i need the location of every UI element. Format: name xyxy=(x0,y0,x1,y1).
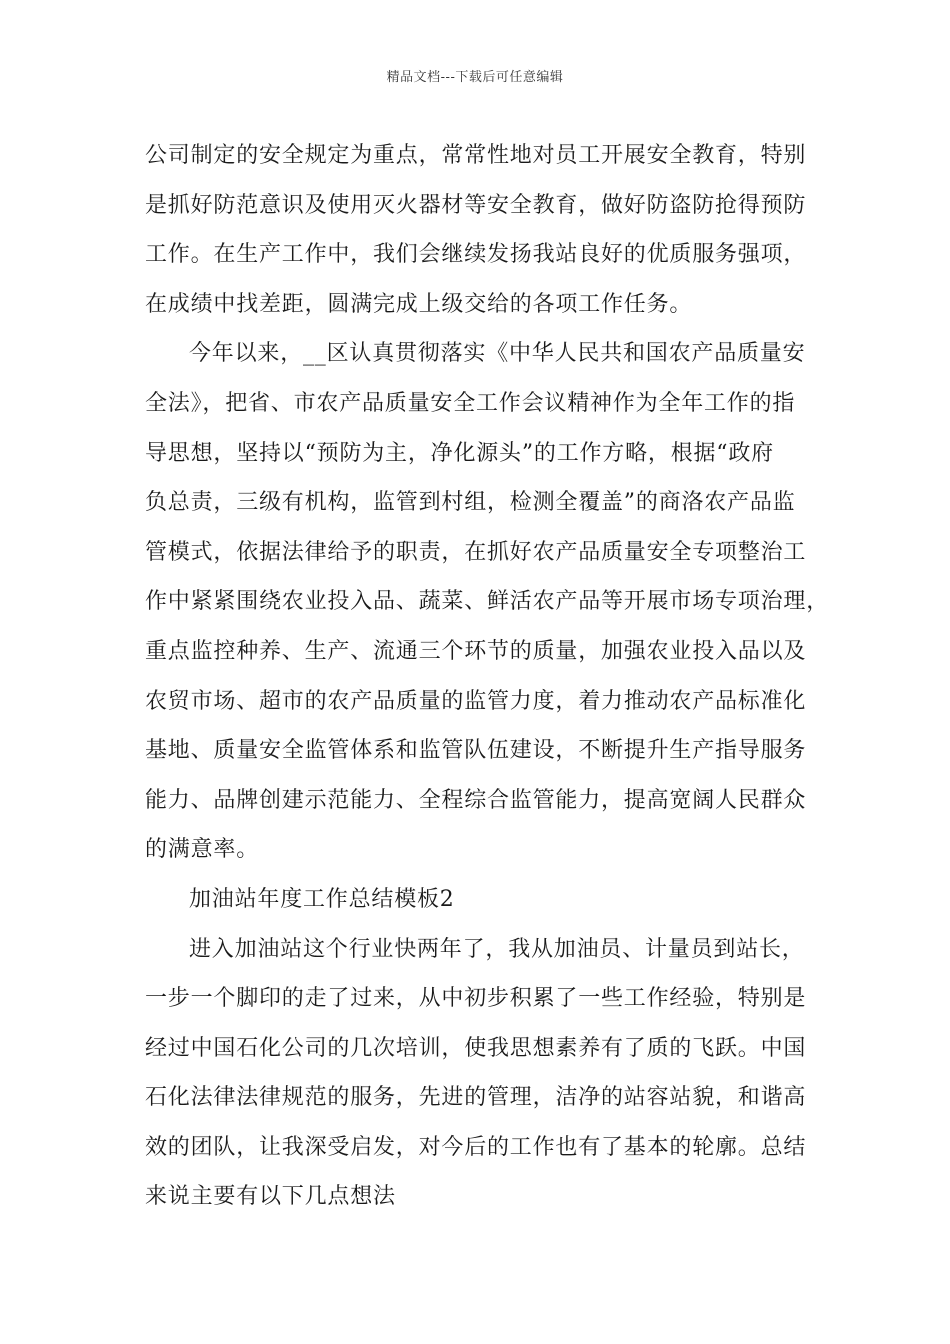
section-heading: 加油站年度工作总结模板2 xyxy=(189,886,455,912)
text-line: 一步一个脚印的走了过来，从中初步积累了一些工作经验，特别是 xyxy=(145,986,807,1012)
text-line: 作中紧紧围绕农业投入品、蔬菜、鲜活农产品等开展市场专项治理， xyxy=(145,589,830,615)
text-line: 导思想，坚持以“预防为主，净化源头”的工作方略，根据“政府 xyxy=(145,440,774,466)
text-line: 石化法律法律规范的服务，先进的管理，洁净的站容站貌，和谐高 xyxy=(145,1085,807,1111)
text-line: 负总责，三级有机构，监管到村组，检测全覆盖”的商洛农产品监 xyxy=(145,490,796,516)
text-line: 来说主要有以下几点想法 xyxy=(145,1184,396,1210)
text-line: 基地、质量安全监管体系和监管队伍建设，不断提升生产指导服务 xyxy=(145,738,807,764)
text-line: 农贸市场、超市的农产品质量的监管力度，着力推动农产品标准化 xyxy=(145,688,807,714)
text-line: 重点监控种养、生产、流通三个环节的质量，加强农业投入品以及 xyxy=(145,638,807,664)
page-header: 精品文档---下载后可任意编辑 xyxy=(386,70,564,85)
text-line: 在成绩中找差距，圆满完成上级交给的各项工作任务。 xyxy=(145,291,693,317)
text-line: 经过中国石化公司的几次培训，使我思想素养有了质的飞跃。中国 xyxy=(145,1035,807,1061)
text-line: 管模式，依据法律给予的职责，在抓好农产品质量安全专项整治工 xyxy=(145,539,807,565)
text-line: 公司制定的安全规定为重点，常常性地对员工开展安全教育，特别 xyxy=(145,143,807,168)
text-line: 是抓好防范意识及使用灭火器材等安全教育，做好防盗防抢得预防 xyxy=(145,192,807,218)
text-line: 工作。在生产工作中，我们会继续发扬我站良好的优质服务强项， xyxy=(145,242,807,268)
paragraph-start-line: 进入加油站这个行业快两年了，我从加油员、计量员到站长， xyxy=(189,936,805,962)
text-line: 的满意率。 xyxy=(145,837,260,863)
paragraph-start-line: 今年以来，__区认真贯彻落实《中华人民共和国农产品质量安 xyxy=(189,341,806,367)
text-line: 能力、品牌创建示范能力、全程综合监管能力，提高宽阔人民群众 xyxy=(145,787,807,813)
text-line: 效的团队，让我深受启发，对今后的工作也有了基本的轮廓。总结 xyxy=(145,1134,807,1160)
text-line: 全法》，把省、市农产品质量安全工作会议精神作为全年工作的指 xyxy=(145,390,796,416)
document-body xyxy=(145,131,830,1222)
